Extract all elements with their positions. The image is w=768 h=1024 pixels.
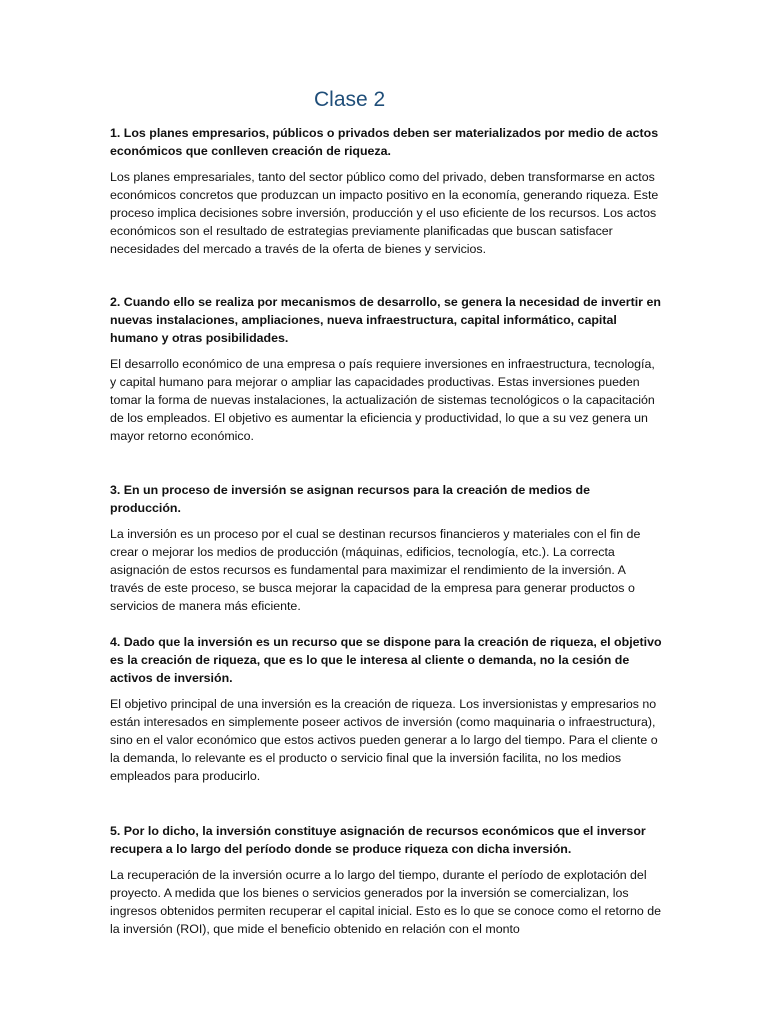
section-1-answer: Los planes empresariales, tanto del sector público como del privado, deben transformarse en actos económicos concretos que produzcan un impacto positivo en la economía, generando riqueza. Este proceso implica decisiones sobre inversión, producción y el uso eficiente de los recursos. Los actos económicos son el resultado de estrategias previamente planificadas que buscan satisfacer necesidades del mercado a través de la oferta de bienes y servicios. — [110, 170, 659, 256]
section-4-question: 4. Dado que la inversión es un recurso que se dispone para la creación de riqueza, el objetivo es la creación de riqueza, que es lo que le interesa al cliente o demanda, no la cesión de activos de inversión. — [110, 635, 662, 685]
section-4 — [110, 633, 662, 785]
section-2-answer: El desarrollo económico de una empresa o país requiere inversiones en infraestructura, tecnología, y capital humano para mejorar o ampliar las capacidades productivas. Estas inversiones pueden tomar la forma de nuevas instalaciones, la actualización de sistemas tecnológicos o la capacitación de los empleados. El objetivo es aumentar la eficiencia y productividad, lo que a su vez genera un mayor retorno económico. — [110, 357, 655, 443]
section-3-answer: La inversión es un proceso por el cual se destinan recursos financieros y materiales con el fin de crear o mejorar los medios de producción (máquinas, edificios, tecnología, etc.). La correcta asignación de estos recursos es fundamental para maximizar el rendimiento de la inversión. A través de este proceso, se busca mejorar la capacidad de la empresa para generar productos o servicios de manera más eficiente. — [110, 527, 641, 613]
section-3-question: 3. En un proceso de inversión se asignan recursos para la creación de medios de producción. — [110, 483, 590, 515]
section-5 — [110, 822, 662, 938]
section-3 — [110, 481, 662, 615]
section-2-question: 2. Cuando ello se realiza por mecanismos de desarrollo, se genera la necesidad de invertir en nuevas instalaciones, ampliaciones, nueva infraestructura, capital informático, capital humano y otras posibilidades. — [110, 295, 661, 345]
section-4-answer: El objetivo principal de una inversión es la creación de riqueza. Los inversionistas y empresarios no están interesados en simplemente poseer activos de inversión (como maquinaria o infraestructura), sino en el valor económico que estos activos pueden generar a lo largo del tiempo. Para el cliente o la demanda, lo relevante es el producto o servicio final que la inversión facilita, no los medios empleados para producirlo. — [110, 697, 658, 783]
section-5-question: 5. Por lo dicho, la inversión constituye asignación de recursos económicos que el inversor recupera a lo largo del período donde se produce riqueza con dicha inversión. — [110, 824, 646, 856]
section-1 — [110, 124, 662, 258]
section-1-question: 1. Los planes empresarios, públicos o privados deben ser materializados por medio de actos económicos que conlleven creación de riqueza. — [110, 126, 659, 158]
page-title: Clase 2 — [314, 88, 386, 111]
section-2 — [110, 293, 662, 445]
section-5-answer: La recuperación de la inversión ocurre a lo largo del tiempo, durante el período de explotación del proyecto. A medida que los bienes o servicios generados por la inversión se comercializan, los ingresos obtenidos permiten recuperar el capital inicial. Esto es lo que se conoce como el retorno de la inversión (ROI), que mide el beneficio obtenido en relación con el monto — [110, 868, 662, 936]
